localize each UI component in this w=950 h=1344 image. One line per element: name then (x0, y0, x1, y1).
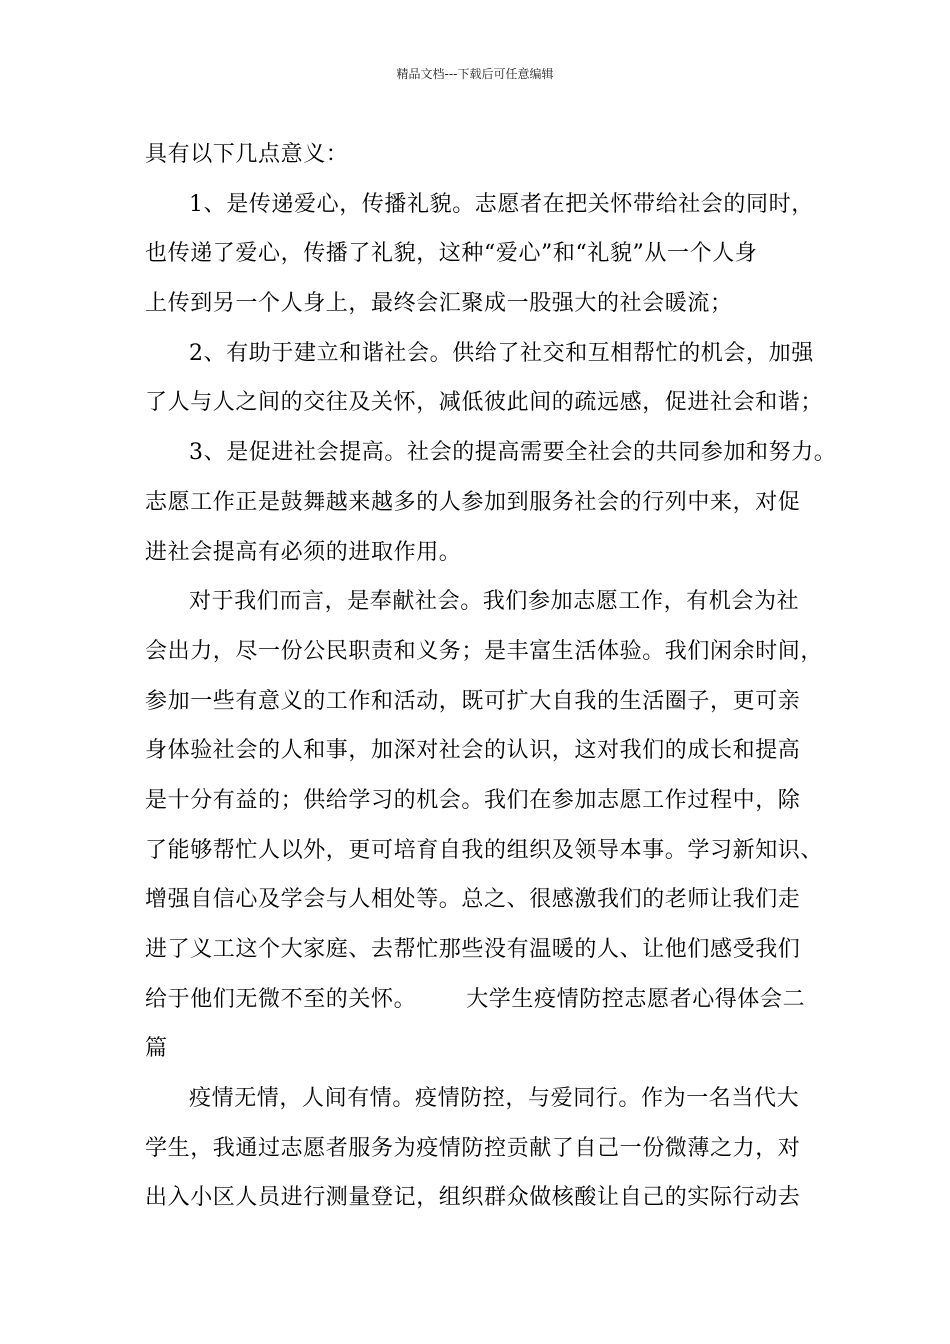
text-line: 身体验社会的人和事，加深对社会的认识，这对我们的成长和提高 (145, 738, 801, 764)
text-line (145, 975, 815, 1025)
text-line: 上传到另一个人身上，最终会汇聚成一股强大的社会暖流； (145, 291, 733, 317)
document-body (145, 130, 837, 1223)
text-line: 参加一些有意义的工作和活动，既可扩大自我的生活圈子，更可亲 (145, 688, 801, 714)
text-line: 是十分有益的；供给学习的机会。我们在参加志愿工作过程中，除 (145, 787, 801, 813)
text-line: 增强自信心及学会与人相处等。总之、很感激我们的老师让我们走 (145, 887, 801, 913)
section-title: 大学生疫情防控志愿者心得体会二 (466, 986, 806, 1012)
text-line: 具有以下几点意义： (145, 142, 349, 167)
text-line: 了能够帮忙人以外，更可培育自我的组织及领导本事。学习新知识、 (145, 837, 824, 863)
text-line: 疫情无情，人间有情。疫情防控，与爱同行。作为一名当代大 (189, 1086, 800, 1112)
text-line: 志愿工作正是鼓舞越来越多的人参加到服务社会的行列中来，对促 (145, 489, 801, 515)
text-line: 2、有助于建立和谐社会。供给了社交和互相帮忙的机会，加强 (189, 340, 814, 366)
text-line: 进了义工这个大家庭、去帮忙那些没有温暖的人、让他们感受我们 (145, 937, 801, 962)
text-line: 会出力，尽一份公民职责和义务；是丰富生活体验。我们闲余时间， (145, 638, 824, 664)
text-line: 3、是促进社会提高。社会的提高需要全社会的共同参加和努力。 (189, 440, 837, 466)
text-line: 也传递了爱心，传播了礼貌，这种“爱心”和“礼貌”从一个人身 (145, 241, 758, 267)
text-line: 1、是传递爱心，传播礼貌。志愿者在把关怀带给社会的同时， (189, 191, 814, 217)
text-line: 出入小区人员进行测量登记，组织群众做核酸让自己的实际行动去 (145, 1185, 801, 1211)
text-line: 学生，我通过志愿者服务为疫情防控贡献了自己一份微薄之力，对 (145, 1135, 801, 1161)
text-line: 篇 (145, 1036, 168, 1062)
text-line: 了人与人之间的交往及关怀，减低彼此间的疏远感，促进社会和谐； (145, 390, 824, 416)
text-segment: 给于他们无微不至的关怀。 (145, 986, 417, 1012)
text-line: 对于我们而言，是奉献社会。我们参加志愿工作，有机会为社 (189, 589, 800, 615)
text-line: 进社会提高有必须的进取作用。 (145, 539, 462, 565)
page-header: 精品文档---下载后可任意编辑 (396, 67, 554, 81)
